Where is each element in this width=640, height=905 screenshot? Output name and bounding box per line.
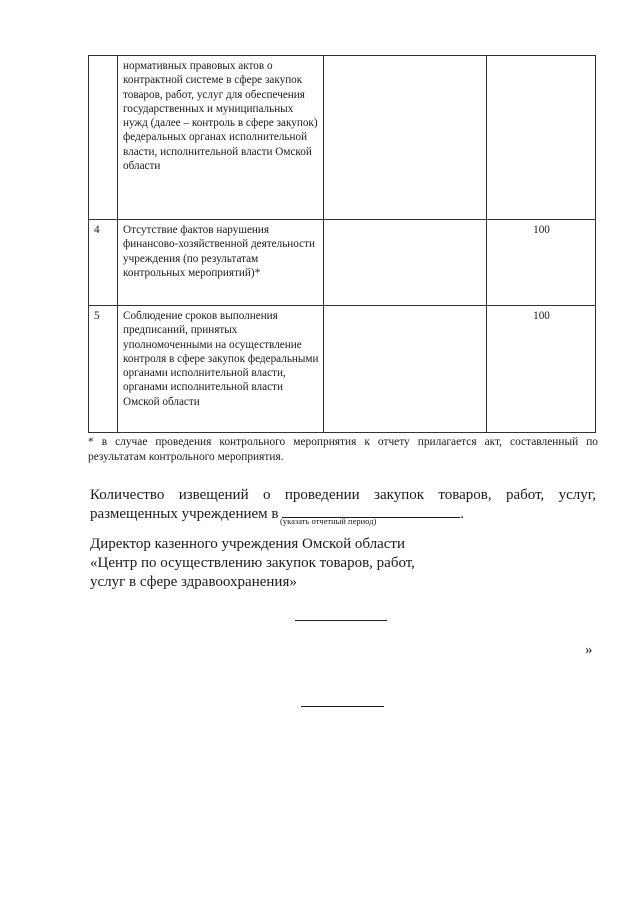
footnote: * в случае проведения контрольного мероприятия к отчету прилагается акт, составленный по результатам контрольного мероприятия. — [88, 436, 598, 463]
indicator-value — [487, 56, 596, 220]
table-row — [89, 56, 596, 220]
director-line: «Центр по осуществлению закупок товаров, работ, — [90, 555, 415, 571]
count-word: услуг, — [558, 487, 596, 503]
indicator-name: Соблюдение сроков выполнения предписаний, принятых уполномоченными на осуществление контроля в сфере закупок федеральными органами исполнительной власти, органами исполнительной власти Омской области — [118, 306, 324, 433]
row-number: 5 — [89, 306, 118, 433]
indicator-empty-cell — [324, 220, 487, 306]
indicators-table — [88, 55, 596, 433]
count-word: Количество — [90, 487, 165, 503]
indicator-name: нормативных правовых актов о контрактной системе в сфере закупок товаров, работ, услуг для обеспечения государственных и муниципальных нужд (далее – контроль в сфере закупок) федеральных органах исполнительной власти, исполнительной власти Омской области — [118, 56, 324, 220]
count-word: работ, — [505, 487, 545, 503]
count-word: товаров, — [438, 487, 492, 503]
row-number: 4 — [89, 220, 118, 306]
indicator-empty-cell — [324, 306, 487, 433]
count-statement-line1 — [90, 486, 596, 504]
signature-line — [295, 620, 387, 621]
row-number — [89, 56, 118, 220]
director-block — [90, 535, 510, 592]
indicator-value: 100 — [487, 306, 596, 433]
indicator-empty-cell — [324, 56, 487, 220]
table-row — [89, 220, 596, 306]
count-line2-prefix: размещенных учреждением в — [90, 506, 279, 522]
reporting-period-hint: (указать отчетный период) — [280, 516, 377, 526]
count-word: извещений — [178, 487, 249, 503]
indicator-name: Отсутствие фактов нарушения финансово-хозяйственной деятельности учреждения (по результатам контрольных мероприятий)* — [118, 220, 324, 306]
director-line: услуг в сфере здравоохранения» — [90, 574, 297, 590]
closing-quote: » — [585, 642, 593, 658]
count-line2-suffix: . — [460, 506, 465, 522]
signature-line — [301, 706, 384, 707]
director-line: Директор казенного учреждения Омской области — [90, 536, 405, 552]
indicator-value: 100 — [487, 220, 596, 306]
count-word: закупок — [374, 487, 425, 503]
table-row — [89, 306, 596, 433]
count-word: о — [262, 487, 271, 503]
count-word: проведении — [284, 487, 360, 503]
